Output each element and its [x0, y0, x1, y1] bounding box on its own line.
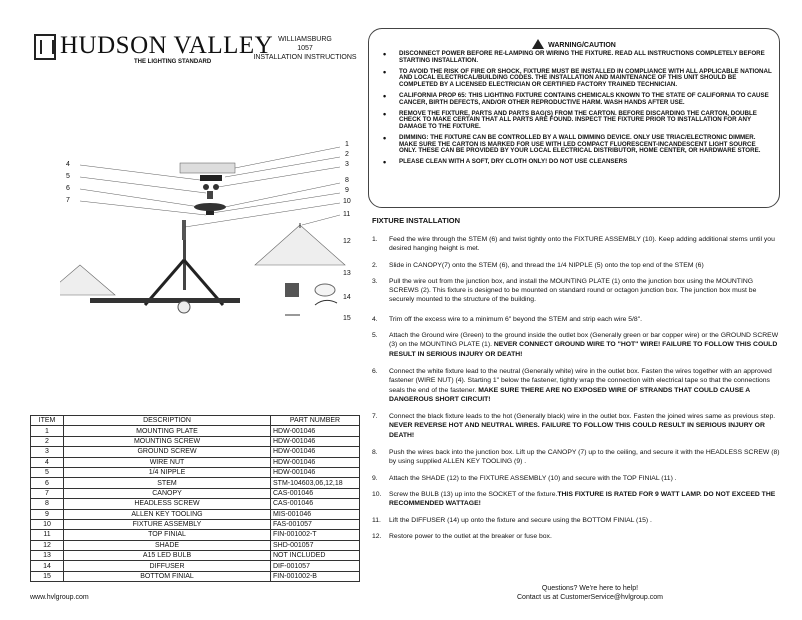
table-row	[31, 571, 360, 581]
callout-label: 14	[343, 294, 351, 301]
brand-tagline: THE LIGHTING STANDARD	[134, 59, 212, 65]
part-number-cell: STM-104603,06,12,18	[271, 478, 360, 488]
part-number-cell: HDW-001046	[271, 447, 360, 457]
step-warning-text: NEVER CONNECT GROUND WIRE TO "HOT" WIRE! FAILURE TO FOLLOW THIS COULD RESULT IN SERIOUS INJURY OR DEATH!	[389, 341, 778, 358]
step-number: 7.	[372, 413, 378, 421]
table-row	[31, 478, 360, 488]
callout-label: 2	[345, 151, 349, 158]
warning-box	[368, 28, 780, 208]
part-number-cell: CAS-001046	[271, 488, 360, 498]
table-row	[31, 540, 360, 550]
description-cell: CANOPY	[64, 488, 271, 498]
table-row	[31, 467, 360, 477]
installation-step	[372, 331, 782, 359]
product-name: WILLIAMSBURG	[278, 36, 332, 43]
callout-label: 6	[66, 185, 70, 192]
item-cell: 6	[31, 478, 64, 488]
step-number: 4.	[372, 315, 378, 323]
description-cell: HEADLESS SCREW	[64, 499, 271, 509]
description-cell: TOP FINIAL	[64, 530, 271, 540]
description-cell: BOTTOM FINIAL	[64, 571, 271, 581]
callout-label: 9	[345, 187, 349, 194]
callout-label: 13	[343, 270, 351, 277]
step-number: 5.	[372, 332, 378, 340]
warning-item: • DIMMING: THE FIXTURE CAN BE CONTROLLED BY A WALL DIMMING DEVICE. ONLY USE TRIAC/ELECTRONIC DIMMER. MAKE SURE THE CARTON IS MARKED FOR USE WITH LED COMPACT FLUORESCENT-INCANDESCENT LIGHT SOURCE ONLY. THESE CAN BE PROVIDED BY YOUR LOCAL ELECTRICAL DISTRIBUTOR, HOME CENTER, OR HARDWARE STORE.	[379, 135, 774, 155]
description-cell: A15 LED BULB	[64, 551, 271, 561]
column-header: DESCRIPTION	[64, 416, 271, 426]
installation-step	[372, 235, 782, 254]
step-number: 1.	[372, 236, 378, 243]
installation-step	[372, 448, 782, 467]
part-number-cell: HDW-001046	[271, 426, 360, 436]
table-row	[31, 519, 360, 529]
part-number-cell: CAS-001046	[271, 499, 360, 509]
installation-step	[372, 315, 782, 324]
installation-step	[372, 261, 782, 270]
description-cell: FIXTURE ASSEMBLY	[64, 519, 271, 529]
warning-list	[379, 51, 774, 170]
callout-label: 8	[345, 177, 349, 184]
part-number-cell: DIF-001057	[271, 561, 360, 571]
callout-label: 12	[343, 238, 351, 245]
item-cell: 13	[31, 551, 64, 561]
installation-step	[372, 367, 782, 404]
warning-item: • TO AVOID THE RISK OF FIRE OR SHOCK, FIXTURE MUST BE INSTALLED IN COMPLIANCE WITH ALL APPLICABLE NATIONAL AND LOCAL ELECTRICAL/BUILDING CODES. THE INSTALLATION AND MAINTENANCE OF THIS UNIT SHOULD BE COMPLETED BY A LICENSED ELECTRICIAN OR CERTIFIED FACTORY TRAINED TECHNICIAN.	[379, 69, 774, 89]
table-row	[31, 509, 360, 519]
step-warning-text: MAKE SURE THERE ARE NO EXPOSED WIRE OF STRANDS THAT COULD CAUSE A DANGEROUS SHORT CIRCUIT!	[389, 386, 750, 403]
brand-name: HUDSON VALLEY	[60, 32, 274, 59]
item-cell: 14	[31, 561, 64, 571]
installation-steps	[372, 235, 782, 541]
step-text: Attach the SHADE (12) to the FIXTURE ASSEMBLY (10) and secure with the TOP FINIAL (11) .	[389, 474, 677, 482]
step-number: 10.	[372, 490, 382, 498]
item-cell: 4	[31, 457, 64, 467]
warning-item: • REMOVE THE FIXTURE, PARTS AND PARTS BAG(S) FROM THE CARTON. BEFORE DISCARDING THE CARTON, DOUBLE CHECK TO MAKE CERTAIN THAT ALL PARTS ARE FOUND. INSPECT THE FIXTURE PRIOR TO INSTALLATION FOR ANY DAMAGE TO THE FIXTURE.	[379, 111, 774, 131]
help-footer	[480, 584, 700, 602]
contact-text[interactable]: Contact us at CustomerService@hvlgroup.com	[517, 594, 663, 601]
step-number: 8.	[372, 449, 378, 457]
description-cell: MOUNTING SCREW	[64, 436, 271, 446]
warning-triangle-icon	[532, 39, 544, 49]
step-text: Restore power to the outlet at the breaker or fuse box.	[389, 532, 552, 540]
warning-item: • CALIFORNIA PROP 65: THIS LIGHTING FIXTURE CONTAINS CHEMICALS KNOWN TO THE STATE OF CALIFORNIA TO CAUSE CANCER, BIRTH DEFECTS, AND/OR OTHER REPRODUCTIVE HARM. WASH HANDS AFTER USE.	[379, 93, 774, 106]
part-number-cell: HDW-001046	[271, 436, 360, 446]
column-header: ITEM	[31, 416, 64, 426]
part-number-cell: MIS-001046	[271, 509, 360, 519]
step-text: Connect the white fixture lead to the neutral (Generally white) wire in the outlet box. Fasten the wires together with an approved fastener (WIRE NUT) (4). Starting 1" below the fastener, tightly wrap the connection with electrical tape so that the connections seals the end of the fastener.	[389, 367, 772, 394]
step-text: Push the wires back into the junction box. Lift up the CANOPY (7) up to the ceiling, and secure it with the HEADLESS SCREW (8) by using supplied ALLEN KEY TOOLING (9) .	[389, 449, 780, 466]
callout-label: 1	[345, 141, 349, 148]
document-header	[250, 35, 360, 62]
callout-label: 3	[345, 161, 349, 168]
installation-step	[372, 277, 782, 305]
table-row	[31, 457, 360, 467]
table-row	[31, 530, 360, 540]
description-cell: GROUND SCREW	[64, 447, 271, 457]
step-text: Trim off the excess wire to a minimum 6" beyond the STEM and strip each wire 5/8".	[389, 315, 643, 323]
part-number-cell: FIN-001002-B	[271, 571, 360, 581]
step-text: Connect the black fixture leads to the hot (Generally black) wire in the outlet box. Fasten the joined wires same as previous step.	[389, 413, 776, 421]
item-cell: 9	[31, 509, 64, 519]
fixture-exploded-diagram	[60, 135, 360, 335]
item-cell: 2	[31, 436, 64, 446]
part-number-cell: HDW-001046	[271, 457, 360, 467]
callout-label: 7	[66, 197, 70, 204]
step-warning-text: NEVER REVERSE HOT AND NEUTRAL WIRES. FAILURE TO FOLLOW THIS COULD RESULT IN SERIOUS INJURY OR DEATH!	[389, 422, 765, 439]
column-header: PART NUMBER	[271, 416, 360, 426]
step-number: 3.	[372, 277, 378, 285]
installation-step	[372, 516, 782, 525]
step-number: 6.	[372, 367, 378, 375]
part-number-cell: FIN-001002-T	[271, 530, 360, 540]
description-cell: STEM	[64, 478, 271, 488]
parts-table	[30, 415, 360, 582]
item-cell: 7	[31, 488, 64, 498]
table-row	[31, 447, 360, 457]
step-text: Screw the BULB (13) up into the SOCKET of the fixture.	[389, 490, 558, 498]
item-cell: 1	[31, 426, 64, 436]
warning-title: WARNING/CAUTION	[548, 42, 616, 49]
description-cell: SHADE	[64, 540, 271, 550]
installation-step	[372, 474, 782, 483]
description-cell: ALLEN KEY TOOLING	[64, 509, 271, 519]
description-cell: WIRE NUT	[64, 457, 271, 467]
installation-step	[372, 412, 782, 440]
item-cell: 12	[31, 540, 64, 550]
step-text: Pull the wire out from the junction box, and install the MOUNTING PLATE (1) onto the junction box using the MOUNTING SCREWS (2). This fixture is designed to be mounted on standard round or octagon junction box. The junction box must be securely mounted to the structure of the building.	[389, 277, 757, 304]
table-row	[31, 499, 360, 509]
callout-label: 15	[343, 315, 351, 322]
step-number: 2.	[372, 261, 378, 269]
callout-label: 11	[343, 211, 351, 218]
item-cell: 15	[31, 571, 64, 581]
table-header-row	[31, 416, 360, 426]
step-text: Slide in CANOPY(7) onto the STEM (6), and thread the 1/4 NIPPLE (5) onto the top end of the STEM (6)	[389, 261, 704, 269]
table-row	[31, 488, 360, 498]
item-cell: 10	[31, 519, 64, 529]
table-row	[31, 551, 360, 561]
step-number: 12.	[372, 532, 382, 540]
step-text: Attach the Ground wire (Green) to the ground inside the outlet box (Generally green or bar copper wire) or the GROUND SCREW (3) on the MOUNTING PLATE (1).	[389, 332, 779, 349]
step-text: Lift the DIFFUSER (14) up onto the fixture and secure using the BOTTOM FINIAL (15) .	[389, 516, 652, 524]
part-number-cell: FAS-001057	[271, 519, 360, 529]
part-number-cell: SHD-001057	[271, 540, 360, 550]
item-cell: 8	[31, 499, 64, 509]
installation-step	[372, 532, 782, 541]
document-title: INSTALLATION INSTRUCTIONS	[253, 54, 357, 61]
fixture-drawing	[60, 135, 360, 335]
step-warning-text: THIS FIXTURE IS RATED FOR 9 WATT LAMP. DO NOT EXCEED THE RECOMMENDED WATTAGE!	[389, 490, 776, 508]
installation-step	[372, 490, 782, 509]
callout-label: 5	[66, 173, 70, 180]
parts-table-body	[31, 426, 360, 582]
part-number-cell: NOT INCLUDED	[271, 551, 360, 561]
item-cell: 3	[31, 447, 64, 457]
brand-logo	[34, 32, 274, 74]
table-row	[31, 426, 360, 436]
warning-item: • DISCONNECT POWER BEFORE RE-LAMPING OR WIRING THE FIXTURE. READ ALL INSTRUCTIONS COMPLETELY BEFORE STARTING INSTALLATION.	[379, 51, 774, 64]
callout-label: 4	[66, 161, 70, 168]
callout-label: 10	[343, 198, 351, 205]
description-cell: MOUNTING PLATE	[64, 426, 271, 436]
item-cell: 5	[31, 467, 64, 477]
table-row	[31, 436, 360, 446]
logo-mark-icon	[34, 34, 56, 60]
step-number: 11.	[372, 516, 381, 524]
description-cell: 1/4 NIPPLE	[64, 467, 271, 477]
part-number-cell: HDW-001046	[271, 467, 360, 477]
step-text: Feed the wire through the STEM (6) and twist tightly onto the FIXTURE ASSEMBLY (10). Keep adding additional stems until you desired hanging height is met.	[389, 236, 775, 253]
model-number: 1057	[297, 45, 313, 52]
installation-title: FIXTURE INSTALLATION	[372, 216, 461, 225]
step-number: 9.	[372, 474, 378, 482]
help-text: Questions? We're here to help!	[541, 585, 639, 592]
warning-item: • PLEASE CLEAN WITH A SOFT, DRY CLOTH ONLY! DO NOT USE CLEANSERS	[379, 159, 774, 166]
table-row	[31, 561, 360, 571]
description-cell: DIFFUSER	[64, 561, 271, 571]
website-url[interactable]: www.hvlgroup.com	[30, 594, 89, 601]
item-cell: 11	[31, 530, 64, 540]
